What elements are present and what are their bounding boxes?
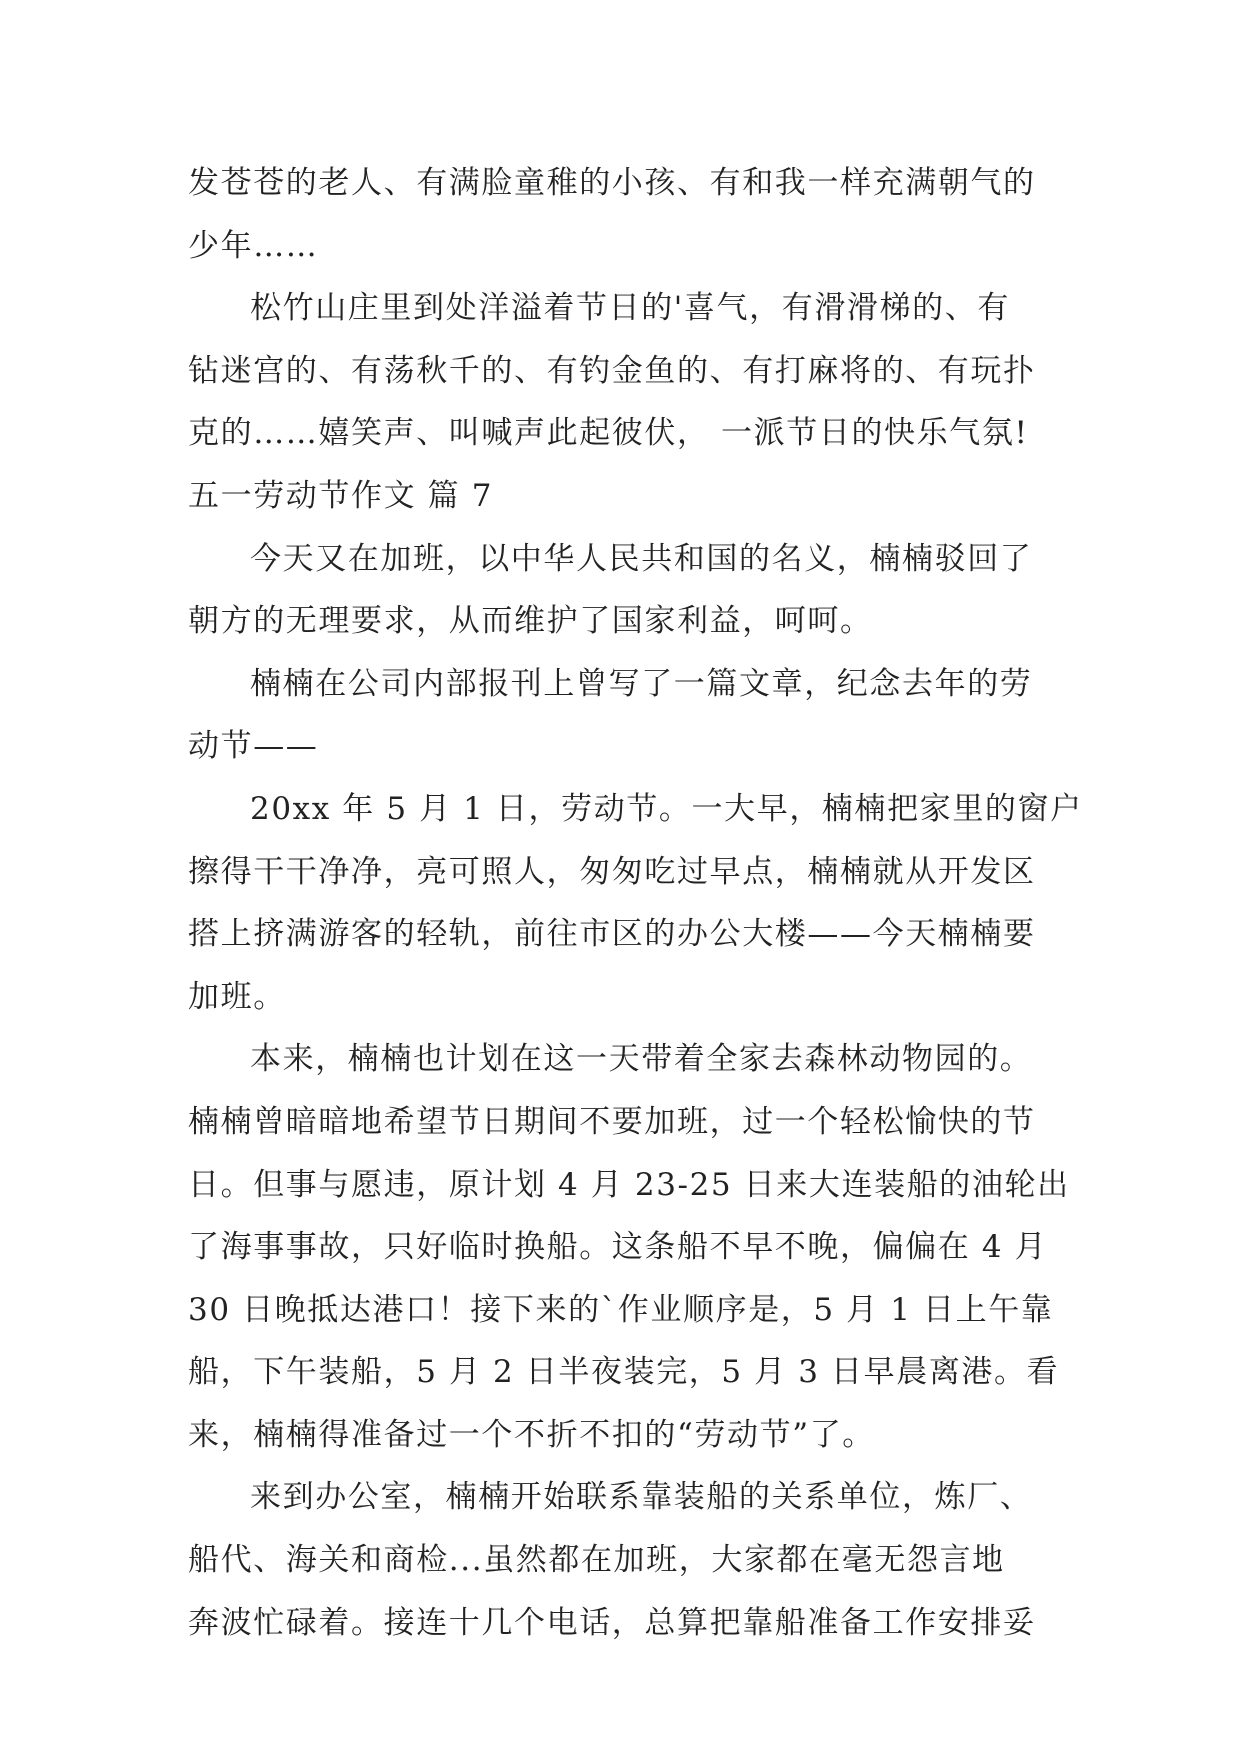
text-line: 楠楠在公司内部报刊上曾写了一篇文章，纪念去年的劳 [250,665,1033,702]
text-line: 克的……嬉笑声、叫喊声此起彼伏， 一派节日的快乐气氛! [188,415,1029,452]
text-line: 加班。 [188,978,286,1015]
text-line: 来，楠楠得准备过一个不折不扣的“劳动节”了。 [188,1416,875,1453]
text-line: 发苍苍的老人、有满脸童稚的小孩、有和我一样充满朝气的 [188,165,1036,201]
text-line: 船代、海关和商检...虽然都在加班，大家都在毫无怨言地 [188,1542,1005,1579]
text-line: 了海事事故，只好临时换船。这条船不早不晚，偏偏在 4 月 [188,1229,1048,1266]
text-line: 少年…… [188,227,319,264]
text-line: 楠楠曾暗暗地希望节日期间不要加班，过一个轻松愉快的节 [188,1103,1036,1140]
text-line: 五一劳动节作文 篇 7 [188,477,494,514]
text-line: 来到办公室，楠楠开始联系靠装船的关系单位，炼厂、 [250,1479,1033,1516]
document-body [188,152,1083,1654]
text-line: 搭上挤满游客的轻轨，前往市区的办公大楼——今天楠楠要 [188,916,1036,953]
text-line: 本来，楠楠也计划在这一天带着全家去森林动物园的。 [250,1041,1033,1078]
text-line: 20xx 年 5 月 1 日，劳动节。一大早，楠楠把家里的窗户 [250,790,1083,827]
text-line: 动节—— [188,728,319,765]
text-line: 日。但事与愿违，原计划 4 月 23-25 日来大连装船的油轮出 [188,1166,1070,1203]
text-line: 擦得干干净净，亮可照人，匆匆吃过早点，楠楠就从开发区 [188,853,1036,890]
text-line: 船，下午装船，5 月 2 日半夜装完，5 月 3 日早晨离港。看 [188,1354,1060,1391]
text-line: 今天又在加班，以中华人民共和国的名义，楠楠驳回了 [250,540,1033,577]
text-line: 奔波忙碌着。接连十几个电话，总算把靠船准备工作安排妥 [188,1604,1036,1641]
text-line: 朝方的无理要求，从而维护了国家利益，呵呵。 [188,603,873,640]
text-line: 钻迷宫的、有荡秋千的、有钓金鱼的、有打麻将的、有玩扑 [188,352,1036,389]
text-line: 30 日晚抵达港口！接下来的`作业顺序是，5 月 1 日上午靠 [188,1291,1054,1328]
text-line: 松竹山庄里到处洋溢着节日的'喜气，有滑滑梯的、有 [250,290,1010,327]
